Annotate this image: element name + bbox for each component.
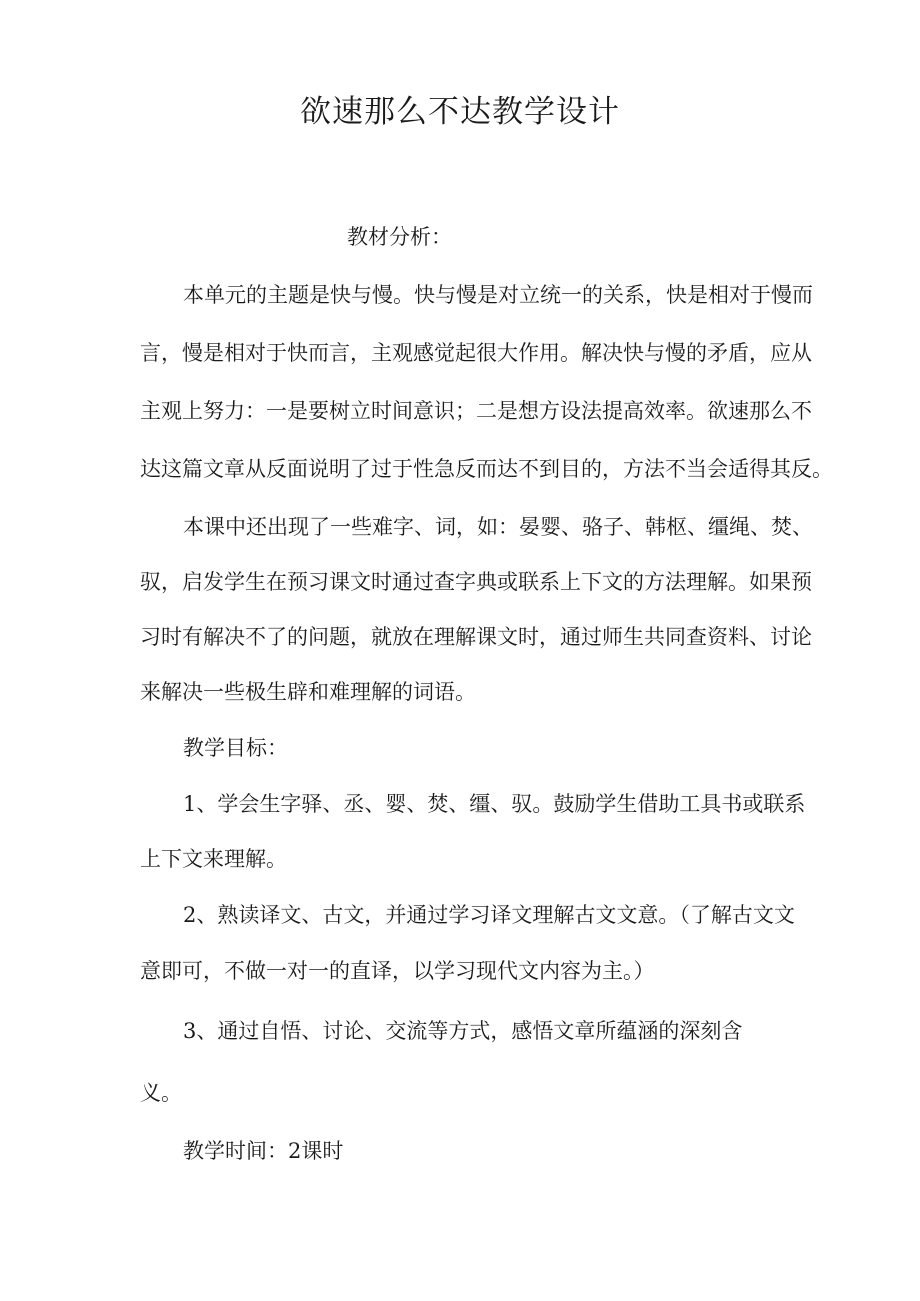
goal-line: 2、熟读译文、古文，并通过学习译文理解古文文意。（了解古文文 — [183, 903, 795, 927]
paragraph-line: 驭，启发学生在预习课文时通过查字典或联系上下文的方法理解。如果预 — [140, 570, 812, 594]
document-title: 欲速那么不达教学设计 — [300, 94, 620, 130]
goal-line: 意即可，不做一对一的直译，以学习现代文内容为主。） — [140, 959, 655, 983]
paragraph-line: 主观上努力：一是要树立时间意识；二是想方设法提高效率。欲速那么不 — [140, 399, 812, 423]
paragraph-line: 本课中还出现了一些难字、词，如：晏婴、骆子、韩枢、缰绳、焚、 — [183, 515, 813, 539]
goal-line: 1、学会生字驿、丞、婴、焚、缰、驭。鼓励学生借助工具书或联系 — [183, 792, 806, 816]
section-heading-analysis: 教材分析： — [347, 225, 452, 249]
goal-line: 3、通过自悟、讨论、交流等方式，感悟文章所蕴涵的深刻含 — [183, 1019, 743, 1043]
teaching-time: 教学时间：2课时 — [183, 1139, 344, 1163]
paragraph-line: 言，慢是相对于快而言，主观感觉起很大作用。解决快与慢的矛盾，应从 — [140, 341, 812, 365]
section-heading-goals: 教学目标： — [183, 736, 288, 760]
paragraph-line: 本单元的主题是快与慢。快与慢是对立统一的关系，快是相对于慢而 — [183, 283, 813, 307]
paragraph-line: 来解决一些极生辟和难理解的词语。 — [140, 680, 476, 704]
paragraph-line: 习时有解决不了的问题，就放在理解课文时，通过师生共同查资料、讨论 — [140, 625, 812, 649]
goal-line: 上下文来理解。 — [140, 847, 287, 871]
paragraph-line: 达这篇文章从反面说明了过于性急反而达不到目的，方法不当会适得其反。 — [140, 457, 833, 481]
goal-line: 义。 — [140, 1081, 182, 1105]
